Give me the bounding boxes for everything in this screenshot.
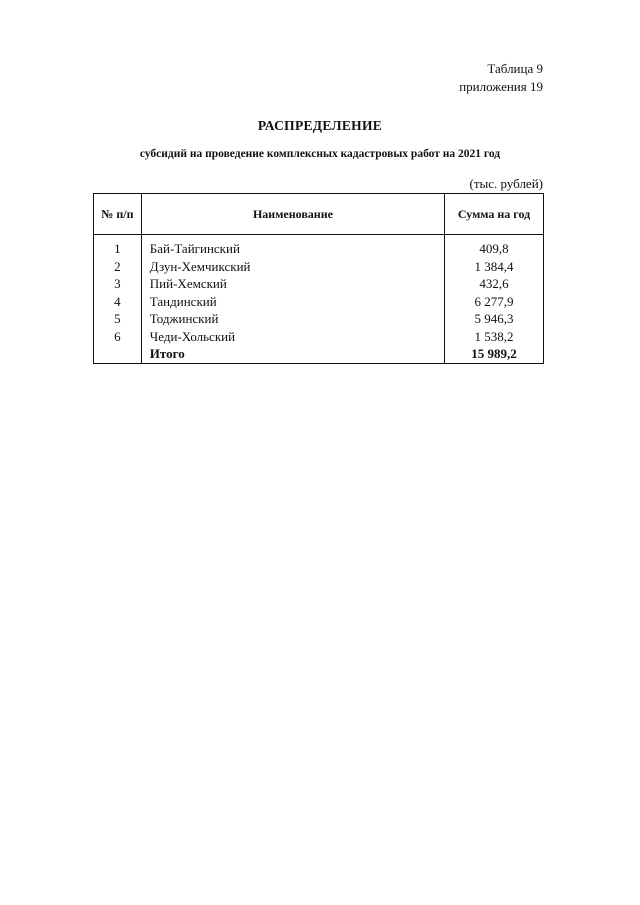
table-row bbox=[94, 293, 544, 311]
table-number: Таблица 9 bbox=[487, 61, 543, 76]
row-name: Дзун-Хемчикский bbox=[141, 258, 444, 276]
row-number: 1 bbox=[94, 235, 142, 258]
row-name: Тандинский bbox=[141, 293, 444, 311]
row-sum: 409,8 bbox=[445, 235, 544, 258]
row-sum: 6 277,9 bbox=[445, 293, 544, 311]
total-label: Итого bbox=[141, 345, 444, 363]
row-sum: 5 946,3 bbox=[445, 310, 544, 328]
row-number: 4 bbox=[94, 293, 142, 311]
column-header-name: Наименование bbox=[141, 194, 444, 235]
appendix-number: приложения 19 bbox=[459, 79, 543, 94]
table-row bbox=[94, 310, 544, 328]
row-name: Пий-Хемский bbox=[141, 275, 444, 293]
row-sum: 1 384,4 bbox=[445, 258, 544, 276]
table-header-row bbox=[94, 194, 544, 235]
row-number: 6 bbox=[94, 328, 142, 346]
distribution-table bbox=[93, 193, 544, 364]
table-row bbox=[94, 275, 544, 293]
row-sum: 1 538,2 bbox=[445, 328, 544, 346]
table-reference bbox=[459, 60, 543, 96]
units-label: (тыс. рублей) bbox=[469, 176, 543, 191]
row-sum: 432,6 bbox=[445, 275, 544, 293]
row-number: 2 bbox=[94, 258, 142, 276]
row-name: Тоджинский bbox=[141, 310, 444, 328]
column-header-number: № п/п bbox=[94, 194, 142, 235]
table-row bbox=[94, 258, 544, 276]
document-title: РАСПРЕДЕЛЕНИЕ bbox=[257, 118, 383, 133]
total-row bbox=[94, 345, 544, 363]
row-name: Чеди-Хольский bbox=[141, 328, 444, 346]
column-header-sum: Сумма на год bbox=[445, 194, 544, 235]
row-name: Бай-Тайгинский bbox=[141, 235, 444, 258]
row-number: 5 bbox=[94, 310, 142, 328]
total-sum: 15 989,2 bbox=[445, 345, 544, 363]
table-row bbox=[94, 328, 544, 346]
document-subtitle: субсидий на проведение комплексных кадастровых работ на 2021 год bbox=[139, 148, 501, 160]
row-number: 3 bbox=[94, 275, 142, 293]
table-row bbox=[94, 235, 544, 258]
total-number bbox=[94, 345, 142, 363]
